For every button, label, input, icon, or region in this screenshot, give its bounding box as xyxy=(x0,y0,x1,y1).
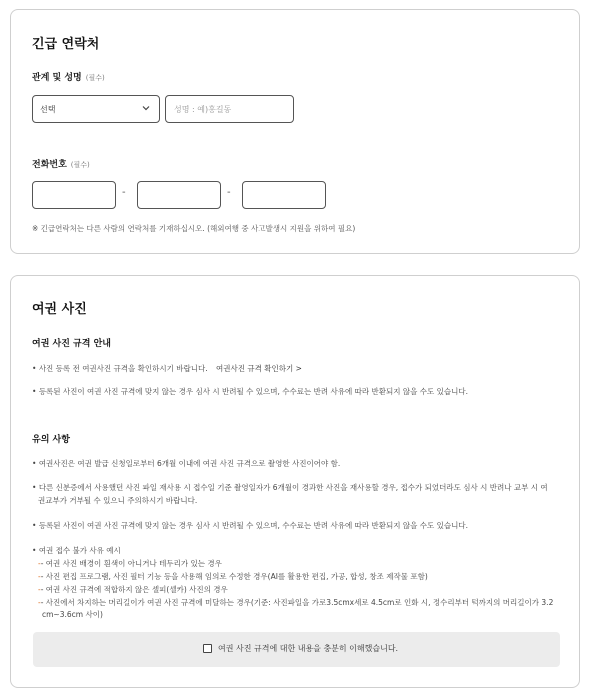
agree-label[interactable]: 여권 사진 규격에 대한 내용을 충분히 이해했습니다. xyxy=(218,644,399,653)
emergency-note: ※ 긴급연락처는 다른 사람의 연락처를 기재하십시오. (해외여행 중 사고발생시 지원을 위하여 필요) xyxy=(32,224,356,233)
agreement-box xyxy=(33,632,560,667)
agree-checkbox[interactable] xyxy=(203,644,212,653)
phone-label: 전화번호 (필수) xyxy=(32,160,90,170)
guide-title: 여권 사진 규격 안내 xyxy=(32,339,111,349)
example-item-continued: cm~3.6cm 사이) xyxy=(42,610,103,619)
passport-photo-section xyxy=(10,275,580,688)
passport-photo-title: 여권 사진 xyxy=(32,302,87,317)
example-item: -- 여권 사진 배경이 흰색이 아니거나 테두리가 있는 경우 xyxy=(38,559,222,568)
caution-item: • 등록된 사진이 여권 사진 규격에 맞지 않는 경우 심사 시 반려될 수 있으며, 수수료는 반려 사유에 따라 반환되지 않을 수도 있습니다. xyxy=(32,521,468,530)
caution-item: • 다른 신분증에서 사용했던 사진 파일 재사용 시 접수일 기준 촬영일자가 6개월이 경과한 사진을 재사용할 경우, 접수가 되었더라도 심사 시 반려나 교부 시 여 xyxy=(32,483,548,492)
example-item: -- 사진에서 차지하는 머리길이가 여권 사진 규격에 미달하는 경우(기준: 사진파일을 가로3.5cmx세로 4.5cm로 인화 시, 정수리부터 턱까지의 머리길이가 3.2 xyxy=(38,598,554,607)
phone-input-3[interactable] xyxy=(242,181,326,209)
phone-hyphen-1: - xyxy=(122,187,126,198)
emergency-contact-section xyxy=(10,9,580,254)
relation-name-label: 관계 및 성명 (필수) xyxy=(32,73,105,83)
photo-spec-link[interactable]: 여권사진 규격 확인하기 > xyxy=(216,364,302,373)
phone-input-1[interactable] xyxy=(32,181,116,209)
chevron-down-icon xyxy=(141,103,151,113)
name-input[interactable] xyxy=(165,95,294,123)
guide-item: • 등록된 사진이 여권 사진 규격에 맞지 않는 경우 심사 시 반려될 수 있으며, 수수료는 반려 사유에 따라 반환되지 않을 수도 있습니다. xyxy=(32,387,468,396)
caution-title: 유의 사항 xyxy=(32,435,70,445)
required-mark: (필수) xyxy=(85,74,105,82)
required-mark: (필수) xyxy=(70,161,90,169)
example-item: -- 여권 사진 규격에 적합하지 않은 셀피(셀카) 사진의 경우 xyxy=(38,585,228,594)
caution-item: • 여권사진은 여권 발급 신청일로부터 6개월 이내에 여권 사진 규격으로 촬영한 사진이어야 함. xyxy=(32,459,341,468)
caution-item-continued: 권교부가 거부될 수 있으니 주의하시기 바랍니다. xyxy=(38,496,198,505)
relation-select-value: 선택 xyxy=(40,105,56,114)
phone-input-2[interactable] xyxy=(137,181,221,209)
guide-item: • 사진 등록 전 여권사진 규격을 확인하시기 바랍니다. 여권사진 규격 확인하기 > xyxy=(32,364,302,373)
emergency-contact-title: 긴급 연락처 xyxy=(32,37,100,52)
example-item: -- 사진 편집 프로그램, 사진 필터 기능 등을 사용해 임의로 수정한 경우(AI를 활용한 편집, 가공, 합성, 창조 제작물 포함) xyxy=(38,572,428,581)
relation-select[interactable] xyxy=(32,95,160,123)
caution-item: • 여권 접수 불가 사유 예시 xyxy=(32,546,121,555)
phone-hyphen-2: - xyxy=(227,187,231,198)
